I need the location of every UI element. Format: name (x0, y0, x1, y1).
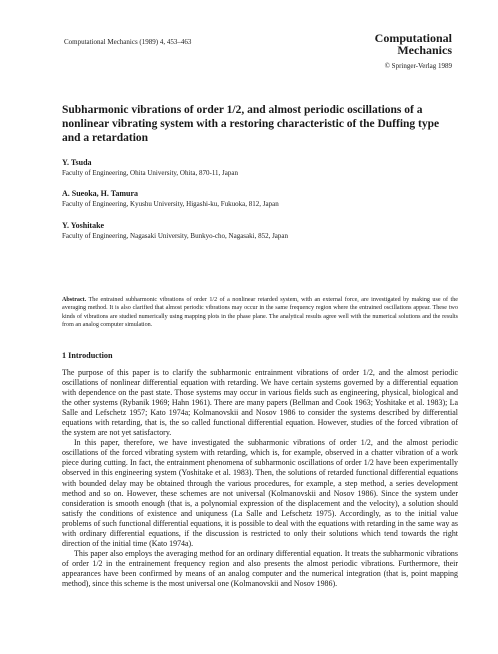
body-paragraph: This paper also employs the averaging method for an ordinary differential equation. It treats the subharmonic vibrations of order 1/2 in the entrainement frequency region and also presents the almost periodic vibrations. Furthermore, their appearances have been confirmed by means of an analog computer and the numerical integration (that is, point mapping method), since this scheme is the most universal one (Kolmanovskii and Nosov 1986). (62, 548, 458, 588)
abstract-label: Abstract. (62, 297, 87, 303)
author-affiliation: Faculty of Engineering, Kyushu University, Higashi-ku, Fukuoka, 812, Japan (62, 200, 279, 208)
author-block-3 (62, 221, 462, 241)
section-body (62, 368, 458, 589)
abstract (62, 296, 458, 329)
section-heading: 1 Introduction (62, 351, 113, 360)
journal-brand (375, 32, 452, 70)
abstract-text: The entrained subharmonic vibrations of order 1/2 of a nonlinear retarded system, with an external force, are investigated by making use of the averaging method. It is also clarified that almost periodic vibrations may occur in the same frequency region where the entrained oscillations appear. These two kinds of vibrations are studied numerically using mapping plots in the phase plane. The analytical results agree well with the numerical solutions and the results from an analog computer simulation. (62, 297, 458, 328)
author-names: Y. Tsuda (62, 158, 92, 167)
author-block-1 (62, 158, 462, 178)
author-affiliation: Faculty of Engineering, Nagasaki University, Bunkyo-cho, Nagasaki, 852, Japan (62, 232, 289, 240)
author-names: Y. Yoshitake (62, 221, 105, 230)
body-paragraph: The purpose of this paper is to clarify the subharmonic entrainment vibrations of order 1/2, and the almost periodic oscillations of nonlinear differential equation with retarding. We have certain systems governed by a differential equation with dependence on the past state. Those systems may occur in various fields such as engineering, physical, biological and the other systems (Rybanik 1969; Hahn 1961). There are many papers (Bellman and Cook 1963; Yoshitake et al. 1983); La Salle and Lefschetz 1957; Kato 1974a; Kolmanovskii and Nosov 1986 to consider the systems described by differential equations with retarding, that is, the so called functional differential equation. However, studies of the forced vibration of the system are not yet satisfactory. (62, 368, 458, 438)
author-names: A. Sueoka, H. Tamura (62, 189, 139, 198)
brand-line-1: Computational (374, 31, 452, 45)
body-paragraph: In this paper, therefore, we have investigated the subharmonic vibrations of order 1/2, and the almost periodic oscillations of the forced vibrating system with retarding, which is, for example, observed in a chatter vibration of a work piece during cutting. In fact, the entrainment phenomena of subharmonic oscillations of order 1/2 have been experimentally observed in this engineering system (Yoshitake et al. 1983). Then, the solutions of retarded functional differential equations with bounded delay may be obtained through the various procedures, for example, a step method, a series development method and so on. However, these schemes are not universal (Kolmanovskii and Nosov 1986). Since the system under consideration is smooth enough (that is, a polynomial expression of the displacement and the velocity), a solution should satisfy the conditions of existence and uniquness (La Salle and Lefschetz 1975). Accordingly, as to the initial value problems of such functional differential equations, it is possible to deal with the equations with retarding in the same way as with ordinary differential equations, if the discussion is restricted to only their solutions which tend towards the right direction of the initial time (Kato 1974a). (62, 438, 458, 548)
brand-line-2: Mechanics (397, 43, 452, 57)
publisher-copyright: © Springer-Verlag 1989 (384, 62, 452, 70)
paper-title: Subharmonic vibrations of order 1/2, and almost periodic oscillations of a nonlinear vibrating system with a restoring characteristic of the Duffing type and a retardation (62, 104, 440, 144)
author-block-2 (62, 189, 462, 209)
journal-reference: Computational Mechanics (1989) 4, 453–463 (64, 38, 192, 46)
author-affiliation: Faculty of Engineering, Ohita University, Ohita, 870-11, Japan (62, 169, 238, 177)
